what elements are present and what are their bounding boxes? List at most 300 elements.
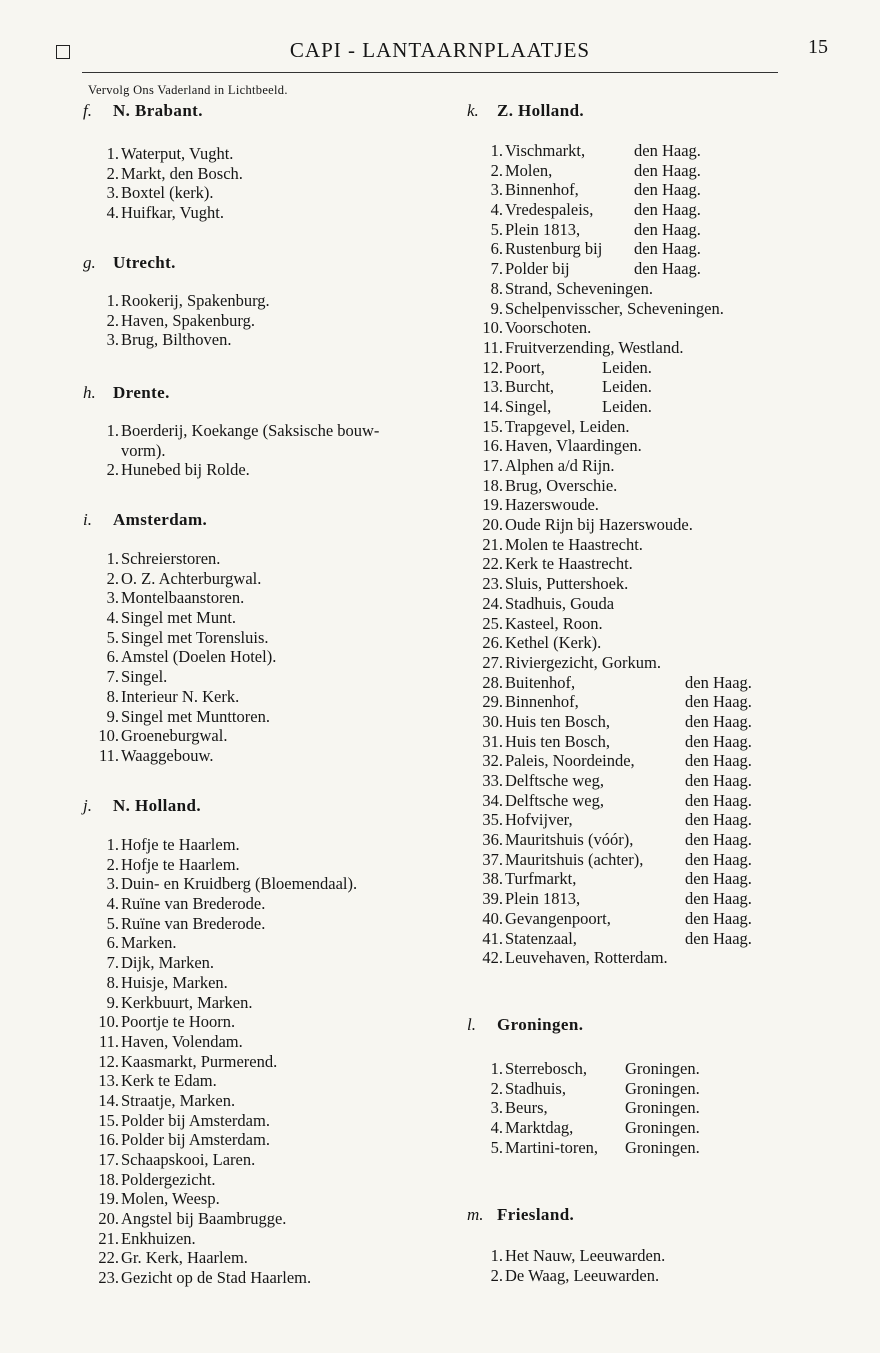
list-item — [83, 1031, 243, 1052]
item-number: 2. — [106, 854, 119, 874]
item-title: Polder bij — [505, 259, 570, 279]
item-title: Ruïne van Brederode. — [121, 894, 266, 914]
list-item — [467, 1059, 700, 1079]
list-item — [467, 141, 701, 161]
item-number: 4. — [490, 200, 503, 220]
item-list — [467, 1246, 666, 1285]
item-number: 34. — [482, 790, 503, 810]
item-city: den Haag. — [685, 790, 752, 810]
section-heading — [83, 253, 176, 273]
list-item — [83, 421, 380, 460]
item-title: Fruitverzending, Westland. — [505, 337, 684, 357]
item-title: Boxtel (kerk). — [121, 183, 214, 203]
item-title: Delftsche weg, — [505, 790, 604, 810]
item-number: 21. — [98, 1228, 119, 1248]
item-list — [83, 421, 380, 480]
section-heading — [467, 1205, 574, 1225]
item-city: den Haag. — [685, 830, 752, 850]
item-number: 29. — [482, 692, 503, 712]
item-title: Delftsche weg, — [505, 771, 604, 790]
item-title: Buitenhof, — [505, 672, 576, 692]
section-name: N. Brabant. — [113, 101, 203, 120]
item-city: den Haag. — [685, 849, 752, 869]
item-number: 19. — [98, 1189, 119, 1209]
item-title: Hofje te Haarlem. — [121, 835, 240, 854]
item-number: 23. — [98, 1268, 119, 1288]
section-letter: g. — [83, 253, 96, 272]
item-city: Groningen. — [625, 1118, 700, 1138]
item-number: 17. — [98, 1150, 119, 1169]
item-title: Plein 1813, — [505, 219, 581, 239]
section-heading — [467, 1015, 583, 1035]
item-title: Mauritshuis (achter), — [505, 849, 644, 869]
item-number: 7. — [106, 667, 119, 687]
item-number: 5. — [106, 627, 119, 647]
list-item — [467, 436, 642, 456]
item-title: Rookerij, Spakenburg. — [121, 291, 270, 310]
list-item — [83, 953, 215, 973]
item-number: 1. — [106, 291, 119, 310]
list-item — [467, 889, 752, 909]
item-title: Gevangenpoort, — [505, 908, 611, 928]
item-city: den Haag. — [685, 751, 752, 771]
item-title: Montelbaanstoren. — [121, 588, 245, 608]
item-title: Singel. — [121, 667, 168, 687]
item-city: den Haag. — [685, 731, 752, 751]
item-title: Polder bij Amsterdam. — [121, 1130, 270, 1150]
item-number: 3. — [106, 588, 119, 608]
item-title: Plein 1813, — [505, 889, 581, 909]
list-item — [467, 515, 693, 535]
list-item — [467, 771, 752, 791]
item-city: den Haag. — [634, 200, 701, 220]
item-number: 2. — [490, 1078, 503, 1098]
item-title: Hunebed bij Rolde. — [121, 460, 250, 480]
section-name: Amsterdam. — [113, 510, 208, 529]
list-item — [467, 278, 654, 299]
list-item — [83, 1110, 270, 1131]
list-item — [467, 928, 752, 949]
item-list — [83, 549, 277, 766]
item-city: den Haag. — [685, 908, 752, 928]
item-title: Hofvijver, — [505, 810, 573, 830]
list-item — [83, 1268, 312, 1288]
item-title: Waterput, Vught. — [121, 144, 234, 163]
list-item — [83, 460, 250, 480]
item-title: Marken. — [121, 933, 177, 953]
list-item — [467, 908, 752, 929]
item-title: Boerderij, Koekange (Saksische bouw- — [121, 421, 380, 440]
item-title: Beurs, — [505, 1098, 548, 1118]
item-number: 11. — [482, 337, 503, 357]
list-item — [467, 475, 618, 496]
item-number: 7. — [106, 953, 119, 973]
list-item — [467, 396, 652, 417]
item-number: 2. — [106, 163, 119, 183]
list-item — [467, 751, 752, 771]
page-header — [0, 0, 880, 97]
list-item — [467, 633, 602, 653]
list-item — [467, 1078, 700, 1099]
list-item — [467, 790, 752, 811]
section-heading — [83, 101, 203, 121]
item-title: Schelpenvisscher, Scheveningen. — [505, 298, 724, 318]
page-subtitle: Vervolg Ons Vaderland in Lichtbeeld. — [88, 83, 288, 97]
item-number: 39. — [482, 889, 503, 909]
list-item — [83, 183, 214, 203]
list-item — [83, 1169, 216, 1190]
item-number: 9. — [106, 992, 119, 1012]
item-title: Straatje, Marken. — [121, 1090, 236, 1110]
section-name: Utrecht. — [113, 253, 176, 272]
item-title: Binnenhof, — [505, 180, 579, 200]
item-number: 13. — [98, 1071, 119, 1091]
item-number: 40. — [482, 908, 503, 928]
item-number: 18. — [98, 1169, 119, 1189]
list-item — [83, 1228, 196, 1249]
item-city: den Haag. — [685, 771, 752, 790]
item-number: 1. — [106, 549, 119, 568]
item-title: Brug, Bilthoven. — [121, 330, 232, 350]
section-letter: m. — [467, 1205, 484, 1224]
list-item — [83, 894, 266, 914]
item-number: 17. — [482, 456, 503, 475]
list-item — [83, 726, 228, 746]
list-item — [467, 593, 615, 614]
item-number: 2. — [106, 568, 119, 588]
item-number: 2. — [106, 310, 119, 330]
list-item — [467, 692, 752, 712]
item-city: den Haag. — [634, 180, 701, 200]
list-item — [467, 456, 615, 476]
item-number: 4. — [106, 203, 119, 223]
list-item — [83, 706, 270, 727]
list-item — [467, 298, 724, 319]
item-number: 10. — [98, 726, 119, 746]
list-item — [83, 1209, 287, 1229]
list-item — [83, 913, 266, 934]
item-number: 6. — [106, 647, 119, 667]
list-item — [83, 1248, 248, 1268]
item-title: Trapgevel, Leiden. — [505, 416, 630, 436]
item-city: den Haag. — [685, 810, 752, 830]
section-letter: i. — [83, 510, 92, 529]
section-letter: j. — [83, 796, 92, 815]
list-item — [83, 992, 253, 1013]
item-number: 36. — [482, 830, 503, 850]
item-number: 37. — [482, 849, 503, 869]
section-name: Z. Holland. — [497, 101, 585, 120]
item-number: 15. — [98, 1110, 119, 1130]
item-title: Hofje te Haarlem. — [121, 854, 240, 874]
item-number: 5. — [490, 1137, 503, 1157]
item-number: 1. — [106, 421, 119, 440]
item-title: Waaggebouw. — [121, 745, 214, 765]
item-title: Huifkar, Vught. — [121, 203, 224, 223]
list-item — [83, 686, 240, 707]
item-title: Markt, den Bosch. — [121, 163, 243, 183]
item-number: 3. — [490, 180, 503, 200]
item-title: Molen te Haastrecht. — [505, 534, 643, 554]
list-item — [83, 588, 245, 608]
item-title: Haven, Vlaardingen. — [505, 436, 642, 456]
item-title: Paleis, Noordeinde, — [505, 751, 635, 771]
item-title: Hazerswoude. — [505, 495, 599, 515]
item-title: Mauritshuis (vóór), — [505, 830, 634, 850]
item-city: Groningen. — [625, 1078, 700, 1098]
item-number: 13. — [482, 377, 503, 397]
item-city: den Haag. — [634, 239, 701, 259]
item-number: 1. — [106, 144, 119, 163]
item-number: 3. — [106, 183, 119, 203]
item-city: Leiden. — [602, 357, 652, 377]
item-title: Sluis, Puttershoek. — [505, 574, 629, 594]
list-item — [467, 160, 701, 181]
list-item — [83, 745, 214, 766]
item-title: Groeneburgwal. — [121, 726, 228, 746]
item-number: 4. — [490, 1118, 503, 1138]
item-title: Schreierstoren. — [121, 549, 221, 568]
item-title: Poortje te Hoorn. — [121, 1012, 236, 1032]
list-item — [83, 330, 232, 350]
item-title: O. Z. Achterburgwal. — [121, 568, 262, 588]
item-title: Kerk te Haastrecht. — [505, 554, 633, 574]
item-title: Alphen a/d Rijn. — [505, 456, 615, 475]
item-number: 33. — [482, 771, 503, 790]
list-item — [83, 1130, 270, 1150]
item-city: den Haag. — [634, 141, 701, 160]
list-item — [467, 830, 752, 850]
item-title: Ruïne van Brederode. — [121, 913, 266, 933]
section-heading — [467, 101, 584, 121]
item-number: 30. — [482, 711, 503, 731]
item-number: 16. — [482, 436, 503, 456]
section-name: Groningen. — [497, 1015, 584, 1034]
item-list — [467, 141, 752, 968]
item-title: Brug, Overschie. — [505, 475, 618, 495]
item-list — [83, 144, 243, 223]
item-number: 3. — [106, 874, 119, 894]
list-item — [83, 1150, 256, 1170]
item-title: Interieur N. Kerk. — [121, 686, 240, 706]
list-item — [467, 711, 752, 732]
item-title: Haven, Spakenburg. — [121, 310, 255, 330]
item-number: 1. — [490, 1246, 503, 1265]
item-number: 22. — [98, 1248, 119, 1268]
item-number: 5. — [106, 913, 119, 933]
list-item — [467, 534, 643, 555]
list-item — [467, 357, 652, 378]
section-letter: h. — [83, 383, 96, 402]
list-item — [467, 239, 701, 259]
item-city: den Haag. — [634, 160, 701, 180]
item-title: Stadhuis, — [505, 1078, 566, 1098]
list-item — [467, 259, 701, 279]
item-title-continuation: vorm). — [121, 440, 166, 460]
list-item — [467, 200, 701, 220]
list-item — [467, 810, 752, 830]
item-number: 20. — [98, 1209, 119, 1229]
item-title: Strand, Scheveningen. — [505, 278, 654, 298]
section-letter: k. — [467, 101, 479, 120]
item-number: 20. — [482, 515, 503, 535]
item-list — [83, 291, 270, 350]
list-item — [467, 180, 701, 200]
list-item — [467, 574, 629, 594]
list-item — [467, 672, 752, 693]
item-number: 38. — [482, 869, 503, 889]
item-title: Leuvehaven, Rotterdam. — [505, 948, 668, 968]
item-number: 8. — [490, 278, 503, 298]
list-item — [467, 849, 752, 870]
item-title: Angstel bij Baambrugge. — [121, 1209, 287, 1229]
list-item — [83, 1090, 236, 1111]
list-item — [83, 144, 234, 164]
item-title: Kerk te Edam. — [121, 1071, 217, 1091]
item-title: Gr. Kerk, Haarlem. — [121, 1248, 248, 1268]
item-city: den Haag. — [685, 692, 752, 712]
item-city: den Haag. — [685, 869, 752, 889]
item-number: 42. — [482, 948, 503, 968]
list-item — [467, 948, 668, 968]
page-number: 15 — [808, 36, 828, 58]
section-heading — [83, 796, 201, 816]
item-title: Poort, — [505, 357, 545, 377]
item-list — [467, 1059, 700, 1157]
item-title: Enkhuizen. — [121, 1228, 196, 1248]
section-heading — [83, 510, 207, 530]
item-number: 10. — [98, 1012, 119, 1032]
item-number: 16. — [98, 1130, 119, 1150]
item-number: 12. — [98, 1051, 119, 1071]
item-title: Binnenhof, — [505, 692, 579, 712]
list-item — [83, 1189, 220, 1209]
page-title: CAPI - LANTAARNPLAATJES — [289, 38, 591, 62]
item-number: 12. — [482, 357, 503, 377]
item-number: 35. — [482, 810, 503, 830]
item-title: Amstel (Doelen Hotel). — [121, 647, 277, 667]
section-name: Friesland. — [497, 1205, 575, 1224]
list-item — [467, 731, 752, 752]
item-number: 28. — [482, 672, 503, 692]
item-number: 22. — [482, 554, 503, 574]
item-title: Stadhuis, Gouda — [505, 593, 615, 613]
item-city: Leiden. — [602, 377, 652, 397]
item-title: Gezicht op de Stad Haarlem. — [121, 1268, 312, 1288]
item-number: 41. — [482, 928, 503, 948]
item-number: 1. — [490, 141, 503, 160]
item-title: Vischmarkt, — [505, 141, 586, 160]
item-title: Huis ten Bosch, — [505, 731, 610, 751]
list-item — [83, 667, 168, 687]
item-city: den Haag. — [685, 889, 752, 909]
header-rule — [82, 72, 778, 73]
item-number: 10. — [482, 318, 503, 338]
item-number: 6. — [106, 933, 119, 953]
item-title: Duin- en Kruidberg (Bloemendaal). — [121, 874, 358, 894]
list-item — [83, 291, 270, 311]
item-number: 2. — [490, 160, 503, 180]
item-number: 3. — [490, 1098, 503, 1118]
item-title: Turfmarkt, — [505, 869, 577, 889]
item-city: den Haag. — [685, 711, 752, 731]
item-title: Kasteel, Roon. — [505, 613, 603, 633]
item-number: 8. — [106, 972, 119, 992]
item-list — [83, 835, 358, 1288]
item-number: 25. — [482, 613, 503, 633]
item-city: den Haag. — [634, 259, 701, 279]
item-number: 9. — [106, 706, 119, 726]
list-item — [83, 608, 237, 628]
list-item — [467, 495, 599, 515]
item-title: Vredespaleis, — [505, 200, 594, 220]
item-number: 2. — [490, 1265, 503, 1285]
item-title: Kethel (Kerk). — [505, 633, 602, 653]
item-title: Haven, Volendam. — [121, 1031, 243, 1051]
item-number: 11. — [98, 745, 119, 765]
item-number: 1. — [106, 835, 119, 854]
section-name: N. Holland. — [113, 796, 202, 815]
list-item — [83, 1012, 236, 1032]
item-number: 23. — [482, 574, 503, 594]
list-item — [467, 554, 633, 574]
item-title: Riviergezicht, Gorkum. — [505, 652, 661, 672]
item-title: Huis ten Bosch, — [505, 711, 610, 731]
item-city: den Haag. — [685, 928, 752, 948]
item-title: Rustenburg bij — [505, 239, 603, 259]
item-title: Molen, Weesp. — [121, 1189, 220, 1209]
item-city: Groningen. — [625, 1137, 700, 1157]
item-title: Schaapskooi, Laren. — [121, 1150, 256, 1169]
item-number: 2. — [106, 460, 119, 480]
item-number: 18. — [482, 475, 503, 495]
item-number: 27. — [482, 652, 503, 672]
section-letter: f. — [83, 101, 92, 120]
item-title: Marktdag, — [505, 1118, 574, 1138]
list-item — [83, 568, 262, 589]
list-item — [83, 163, 243, 184]
list-item — [467, 1246, 666, 1266]
list-item — [83, 647, 277, 667]
item-title: Statenzaal, — [505, 928, 577, 948]
list-item — [83, 835, 240, 855]
item-title: Kerkbuurt, Marken. — [121, 992, 253, 1012]
item-title: Oude Rijn bij Hazerswoude. — [505, 515, 693, 535]
list-item — [467, 1137, 700, 1158]
list-item — [467, 1118, 700, 1138]
item-title: Polder bij Amsterdam. — [121, 1110, 270, 1130]
item-number: 19. — [482, 495, 503, 515]
item-number: 3. — [106, 330, 119, 350]
item-title: Huisje, Marken. — [121, 972, 228, 992]
item-number: 6. — [490, 239, 503, 259]
list-item — [83, 1051, 278, 1072]
list-item — [467, 219, 701, 240]
item-city: Leiden. — [602, 396, 652, 416]
list-item — [467, 613, 603, 634]
list-item — [467, 337, 684, 358]
item-title: Sterrebosch, — [505, 1059, 588, 1078]
list-item — [83, 854, 240, 875]
item-number: 31. — [482, 731, 503, 751]
item-title: Singel met Munttoren. — [121, 706, 270, 726]
item-number: 14. — [482, 396, 503, 416]
list-item — [467, 869, 752, 889]
list-item — [83, 933, 177, 953]
item-number: 5. — [490, 219, 503, 239]
list-item — [83, 972, 228, 993]
item-title: Voorschoten. — [505, 318, 592, 338]
